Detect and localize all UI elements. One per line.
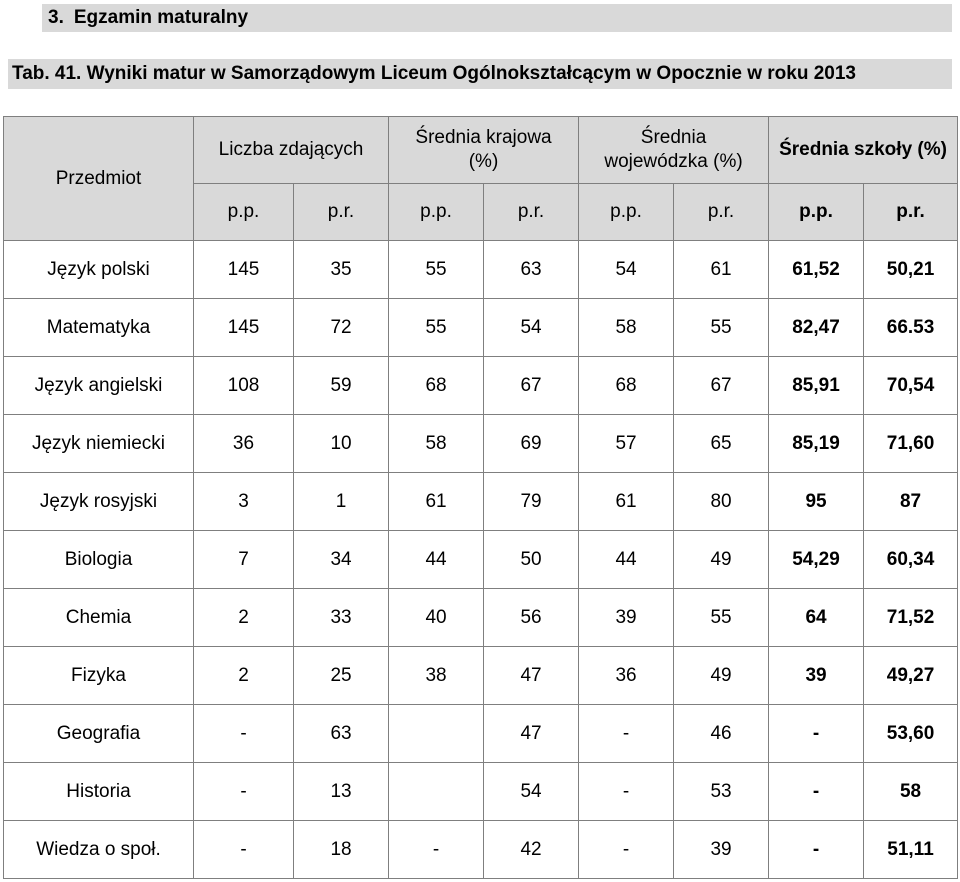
row-value: - [769, 821, 864, 879]
row-value: - [194, 705, 294, 763]
row-value: 36 [194, 415, 294, 473]
table-row [4, 531, 958, 589]
header-sub-pp: p.p. [389, 184, 484, 241]
row-value: 65 [674, 415, 769, 473]
row-value: 71,60 [864, 415, 958, 473]
row-value: 13 [294, 763, 389, 821]
row-value: 61 [674, 241, 769, 299]
row-value: 87 [864, 473, 958, 531]
table-caption: Tab. 41. Wyniki matur w Samorządowym Liceum Ogólnokształcącym w Opocznie w roku 2013 [8, 59, 952, 89]
row-value: 70,54 [864, 357, 958, 415]
table-row [4, 415, 958, 473]
row-value: 3 [194, 473, 294, 531]
row-value: 39 [769, 647, 864, 705]
table-row [4, 299, 958, 357]
header-srednia-krajowa-label: Średnia krajowa (%) [415, 127, 552, 172]
row-subject: Język niemiecki [4, 415, 194, 473]
row-value: 33 [294, 589, 389, 647]
row-value: 1 [294, 473, 389, 531]
row-value: 61 [389, 473, 484, 531]
row-value: 40 [389, 589, 484, 647]
row-value: 55 [674, 299, 769, 357]
row-value: 7 [194, 531, 294, 589]
row-value: 58 [864, 763, 958, 821]
row-value: 53,60 [864, 705, 958, 763]
table-row [4, 647, 958, 705]
row-value: 53 [674, 763, 769, 821]
row-value: 79 [484, 473, 579, 531]
row-value: 49 [674, 531, 769, 589]
row-value: 55 [674, 589, 769, 647]
row-subject: Chemia [4, 589, 194, 647]
row-subject: Biologia [4, 531, 194, 589]
section-number: 3. [48, 7, 64, 28]
table-row [4, 473, 958, 531]
row-value: 50,21 [864, 241, 958, 299]
row-value: 61 [579, 473, 674, 531]
row-value: 58 [389, 415, 484, 473]
table-header [4, 117, 958, 241]
table-row [4, 357, 958, 415]
section-title: Egzamin maturalny [73, 7, 249, 28]
row-value: 42 [484, 821, 579, 879]
row-value [389, 763, 484, 821]
row-value: 54 [579, 241, 674, 299]
row-value: 56 [484, 589, 579, 647]
row-value: 34 [294, 531, 389, 589]
header-sub-pp: p.p. [769, 184, 864, 241]
row-value: 80 [674, 473, 769, 531]
row-value: 54 [484, 299, 579, 357]
row-value: 145 [194, 241, 294, 299]
table-row [4, 763, 958, 821]
row-value: 67 [674, 357, 769, 415]
row-value: 66.53 [864, 299, 958, 357]
row-subject: Matematyka [4, 299, 194, 357]
row-value: 51,11 [864, 821, 958, 879]
row-value: 44 [579, 531, 674, 589]
row-value: 85,91 [769, 357, 864, 415]
row-value: - [194, 821, 294, 879]
table-row [4, 589, 958, 647]
row-value: 54,29 [769, 531, 864, 589]
header-srednia-wojewodzka-label: Średnia wojewódzka (%) [604, 127, 743, 172]
row-value: 82,47 [769, 299, 864, 357]
row-value: 44 [389, 531, 484, 589]
row-value: - [769, 705, 864, 763]
row-value: 49,27 [864, 647, 958, 705]
row-value: 59 [294, 357, 389, 415]
row-value: 95 [769, 473, 864, 531]
section-heading [42, 4, 952, 32]
row-value: 54 [484, 763, 579, 821]
row-value: 63 [294, 705, 389, 763]
row-value: 46 [674, 705, 769, 763]
row-value: 64 [769, 589, 864, 647]
row-subject: Historia [4, 763, 194, 821]
row-value: 39 [579, 589, 674, 647]
row-value: 39 [674, 821, 769, 879]
row-value: 145 [194, 299, 294, 357]
row-value: - [769, 763, 864, 821]
row-value: 68 [389, 357, 484, 415]
row-value: 68 [579, 357, 674, 415]
row-subject: Fizyka [4, 647, 194, 705]
row-value: 85,19 [769, 415, 864, 473]
row-value: 38 [389, 647, 484, 705]
header-row-groups [4, 117, 958, 184]
row-subject: Język angielski [4, 357, 194, 415]
row-subject: Wiedza o społ. [4, 821, 194, 879]
header-liczba-zdajacych: Liczba zdających [194, 117, 389, 184]
row-value: 108 [194, 357, 294, 415]
row-value: 69 [484, 415, 579, 473]
row-value: 25 [294, 647, 389, 705]
header-sub-pp: p.p. [579, 184, 674, 241]
row-value: - [579, 821, 674, 879]
header-srednia-wojewodzka [579, 117, 769, 184]
table-row [4, 241, 958, 299]
header-sub-pr: p.r. [674, 184, 769, 241]
row-value: 47 [484, 647, 579, 705]
results-table [3, 116, 958, 879]
header-srednia-krajowa [389, 117, 579, 184]
row-value: 63 [484, 241, 579, 299]
row-value: 2 [194, 647, 294, 705]
table-row [4, 705, 958, 763]
row-value: 60,34 [864, 531, 958, 589]
table-body [4, 241, 958, 879]
header-sub-pr: p.r. [294, 184, 389, 241]
header-sub-pp: p.p. [194, 184, 294, 241]
row-value: - [579, 763, 674, 821]
row-value: 36 [579, 647, 674, 705]
row-value: 55 [389, 299, 484, 357]
header-subject: Przedmiot [4, 117, 194, 241]
row-value: 49 [674, 647, 769, 705]
row-value: 61,52 [769, 241, 864, 299]
row-value: - [194, 763, 294, 821]
row-value: - [579, 705, 674, 763]
row-subject: Geografia [4, 705, 194, 763]
row-subject: Język polski [4, 241, 194, 299]
row-value: 10 [294, 415, 389, 473]
row-value: 50 [484, 531, 579, 589]
header-sub-pr: p.r. [484, 184, 579, 241]
header-sub-pr: p.r. [864, 184, 958, 241]
row-subject: Język rosyjski [4, 473, 194, 531]
header-srednia-szkoly: Średnia szkoły (%) [769, 117, 958, 184]
row-value: 72 [294, 299, 389, 357]
row-value: 47 [484, 705, 579, 763]
row-value: 55 [389, 241, 484, 299]
row-value: 67 [484, 357, 579, 415]
table-row [4, 821, 958, 879]
row-value: 58 [579, 299, 674, 357]
row-value: - [389, 821, 484, 879]
row-value: 35 [294, 241, 389, 299]
row-value [389, 705, 484, 763]
row-value: 71,52 [864, 589, 958, 647]
row-value: 2 [194, 589, 294, 647]
row-value: 57 [579, 415, 674, 473]
row-value: 18 [294, 821, 389, 879]
